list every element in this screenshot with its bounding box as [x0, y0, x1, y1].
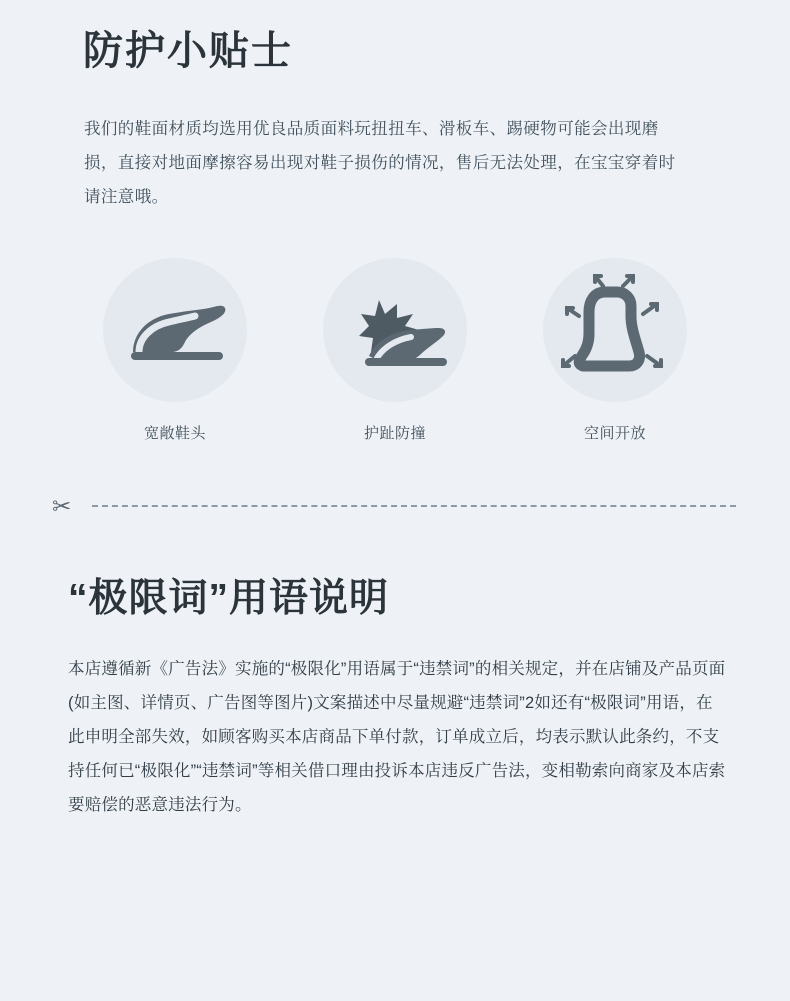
wide-toe-foot-icon	[103, 258, 247, 402]
terms-body-text: 本店遵循新《广告法》实施的“极限化”用语属于“违禁词”的相关规定，并在店铺及产品页面(如主图、详情页、广告图等图片)文案描述中尽量规避“违禁词”2如还有“极限词”用语，在此申明全部失效，如顾客购买本店商品下单付款，订单成立后，均表示默认此条约，不支持任何已“极限化”“违禁词”等相关借口理由投诉本店违反广告法，变相勒索向商家及本店索要赔偿的恶意违法行为。	[68, 660, 726, 814]
feature-circle-open-space	[543, 258, 687, 402]
feature-icon-row	[0, 258, 790, 443]
feature-item-open-space	[541, 258, 689, 443]
feature-label-wide-toe: 宽敞鞋头	[143, 425, 206, 442]
feature-circle-toe-protection	[323, 258, 467, 402]
tips-heading: 防护小贴士	[83, 29, 293, 73]
scissors-icon: ✂	[52, 493, 72, 519]
feature-circle-wide-toe	[103, 258, 247, 402]
terms-heading: “极限词”用语说明	[68, 577, 390, 620]
feature-label-open-space: 空间开放	[583, 425, 646, 442]
open-space-foot-icon	[543, 258, 687, 402]
feature-item-wide-toe	[101, 258, 249, 443]
tips-body-text: 我们的鞋面材质均选用优良品质面料玩扭扭车、滑板车、踢硬物可能会出现磨损，直接对地面摩擦容易出现对鞋子损伤的情况，售后无法处理，在宝宝穿着时请注意哦。	[84, 120, 676, 206]
dashed-line	[92, 505, 736, 507]
feature-label-toe-protection: 护趾防撞	[363, 425, 426, 442]
feature-item-toe-protection	[321, 258, 469, 443]
toe-impact-protection-icon	[323, 258, 467, 402]
section-divider	[0, 490, 790, 522]
